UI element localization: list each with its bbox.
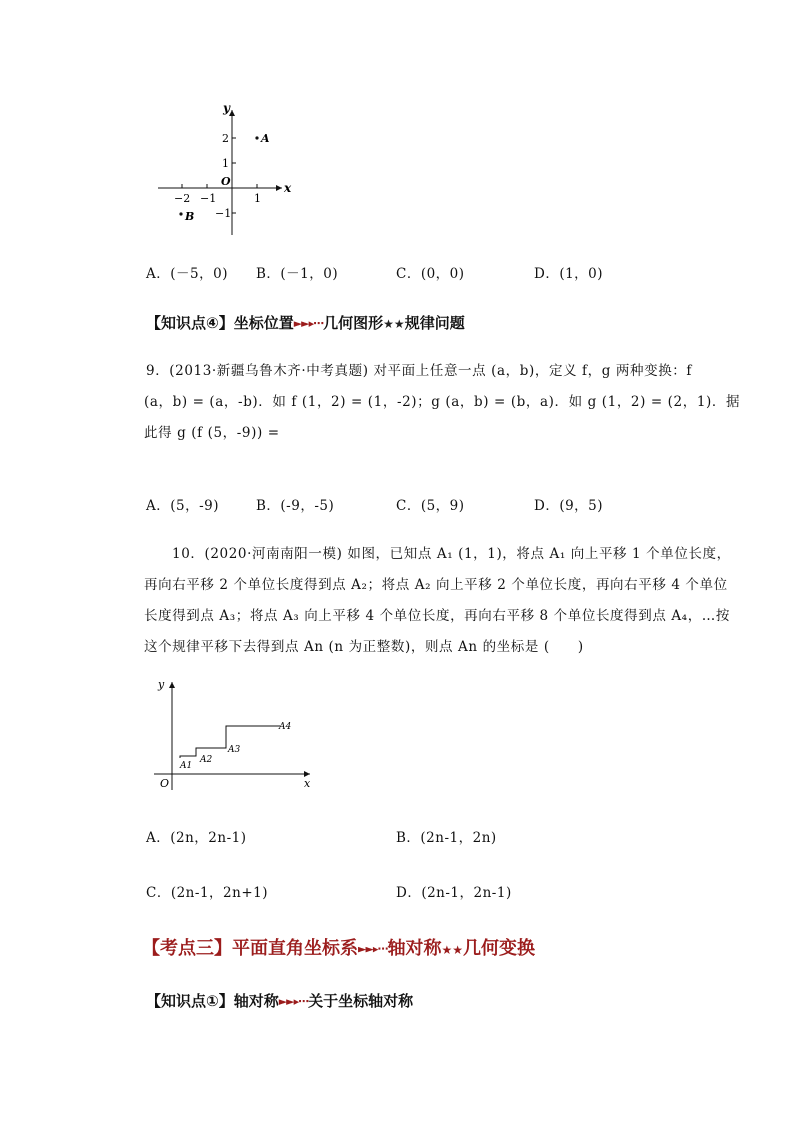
tick-label-y-2: 2 bbox=[222, 132, 229, 145]
knowledge-point-1-heading bbox=[146, 990, 413, 1011]
kd3-heading-mid: 轴对称 bbox=[387, 938, 442, 959]
q10-option-d: D．(2n-1，2n-1) bbox=[396, 885, 512, 901]
kd3-heading-end: 几何变换 bbox=[462, 938, 535, 959]
tick-label-y-1: 1 bbox=[222, 157, 229, 170]
q9-line-2: (a，b) = (a，-b)．如 f (1，2) = (1，-2)；g (a，b) = (b，a)．如 g (1，2) = (2，1)．据 bbox=[144, 394, 741, 410]
kp1-heading-open: 【知识点①】轴对称 bbox=[146, 992, 279, 1010]
q9-line-1: 9．(2013·新疆乌鲁木齐·中考真题) 对平面上任意一点 (a，b)，定义 f，g 两种变换：f bbox=[146, 363, 692, 379]
staircase-figure bbox=[150, 676, 320, 794]
point-a4-label: A4 bbox=[279, 722, 292, 732]
tick-label-x-1: 1 bbox=[254, 192, 261, 205]
q10-line-2: 再向右平移 2 个单位长度得到点 A₂；将点 A₂ 向上平移 2 个单位长度，再向右平移 4 个单位 bbox=[144, 577, 728, 593]
kd3-heading-open: 【考点三】平面直角坐标系 bbox=[142, 938, 358, 959]
origin-label: O bbox=[221, 175, 231, 188]
point-a3-label: A3 bbox=[228, 745, 241, 755]
point-a-marker bbox=[255, 136, 258, 139]
origin-label: O bbox=[160, 777, 170, 790]
coordinate-figure-1 bbox=[150, 98, 300, 240]
q8-option-b: B．(－1，0) bbox=[256, 266, 339, 282]
q9-option-a: A．(5，-9) bbox=[146, 498, 220, 514]
knowledge-point-4-heading bbox=[146, 312, 465, 333]
kp4-heading-open: 【知识点④】坐标位置 bbox=[146, 314, 294, 332]
stars-icon: ★★ bbox=[383, 317, 405, 331]
kp4-heading-mid: 几何图形 bbox=[323, 314, 384, 332]
tick-label-x-neg1: −1 bbox=[200, 192, 217, 205]
tick-label-x-neg2: −2 bbox=[174, 192, 191, 205]
q10-option-b: B．(2n-1，2n) bbox=[396, 830, 497, 846]
q8-option-c: C．(0，0) bbox=[396, 266, 465, 282]
point-a1-label: A1 bbox=[180, 761, 193, 771]
q9-option-d: D．(9，5) bbox=[534, 498, 604, 514]
q10-option-c: C．(2n-1，2n+1) bbox=[146, 885, 268, 901]
point-a2-label: A2 bbox=[200, 755, 213, 765]
point-b-marker bbox=[179, 212, 182, 215]
q10-line-1: 10．(2020·河南南阳一模) 如图，已知点 A₁ (1，1)，将点 A₁ 向上平移 1 个单位长度， bbox=[172, 546, 731, 562]
kp4-heading-end: 规律问题 bbox=[404, 314, 465, 332]
x-axis-label: x bbox=[304, 777, 311, 790]
q10-line-4: 这个规律平移下去得到点 An (n 为正整数)，则点 An 的坐标是 ( ) bbox=[144, 639, 584, 655]
q9-option-b: B．(-9，-5) bbox=[256, 498, 335, 514]
y-axis-label: y bbox=[223, 101, 230, 115]
question-9 bbox=[144, 356, 741, 449]
q10-line-3: 长度得到点 A₃；将点 A₃ 向上平移 4 个单位长度，再向右平移 8 个单位长度得到点 A₄，…按 bbox=[144, 608, 730, 624]
q8-option-a: A．(－5，0) bbox=[146, 266, 228, 282]
y-axis-label: y bbox=[158, 678, 165, 691]
point-a-label: A bbox=[261, 132, 270, 145]
q10-option-a: A．(2n，2n-1) bbox=[146, 830, 247, 846]
test-point-3-heading bbox=[142, 934, 535, 960]
kp1-heading-end: 关于坐标轴对称 bbox=[308, 992, 414, 1010]
arrows-icon: ►►▸⋯ bbox=[293, 317, 324, 330]
x-axis-label: x bbox=[284, 181, 292, 195]
point-b-label: B bbox=[185, 210, 195, 223]
arrows-icon: ►►▸⋯ bbox=[278, 995, 309, 1008]
q9-line-3: 此得 g (f (5，-9)) = bbox=[144, 425, 280, 441]
q9-option-c: C．(5，9) bbox=[396, 498, 465, 514]
arrows-icon: ►►▸⋯ bbox=[358, 942, 388, 956]
tick-label-y-neg1: −1 bbox=[215, 207, 232, 220]
question-10 bbox=[144, 539, 731, 663]
q8-option-d: D．(1，0) bbox=[534, 266, 604, 282]
stars-icon: ★★ bbox=[441, 943, 463, 957]
